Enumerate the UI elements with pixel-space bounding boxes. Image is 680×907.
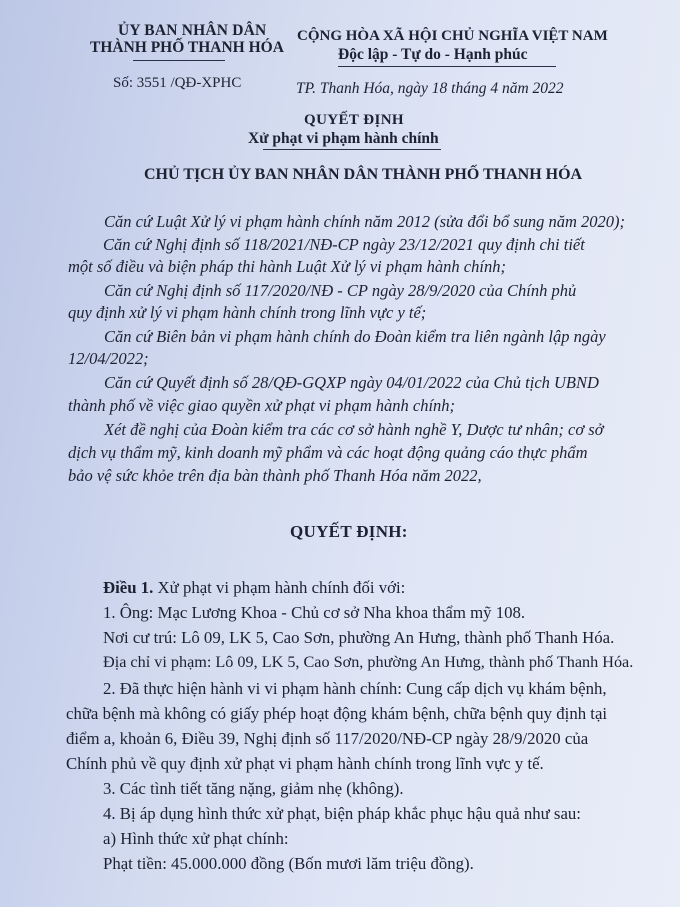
article-line: Địa chỉ vi phạm: Lô 09, LK 5, Cao Sơn, phường An Hưng, thành phố Thanh Hóa. (103, 653, 634, 671)
article-line: 2. Đã thực hiện hành vi vi phạm hành chính: Cung cấp dịch vụ khám bệnh, (103, 679, 607, 698)
preamble-line: bảo vệ sức khỏe trên địa bàn thành phố Thanh Hóa năm 2022, (68, 466, 482, 485)
place-date: TP. Thanh Hóa, ngày 18 tháng 4 năm 2022 (296, 80, 564, 97)
decision-heading: QUYẾT ĐỊNH: (290, 522, 408, 541)
title-main: QUYẾT ĐỊNH (304, 112, 404, 128)
preamble-line: quy định xử lý vi phạm hành chính trong lĩnh vực y tế; (68, 303, 427, 322)
nation-line-2: Độc lập - Tự do - Hạnh phúc (338, 46, 528, 63)
article-line: điểm a, khoản 6, Điều 39, Nghị định số 117/2020/NĐ-CP ngày 28/9/2020 của (66, 729, 589, 748)
preamble-line: Căn cứ Luật Xử lý vi phạm hành chính năm 2012 (sửa đổi bổ sung năm 2020); (104, 212, 626, 231)
nation-line-1: CỘNG HÒA XÃ HỘI CHỦ NGHĨA VIỆT NAM (297, 28, 608, 44)
article-line: Phạt tiền: 45.000.000 đồng (Bốn mươi lăm triệu đồng). (103, 854, 474, 873)
preamble-line: Xét đề nghị của Đoàn kiểm tra các cơ sở hành nghề Y, Dược tư nhân; cơ sở (104, 420, 604, 439)
article-line: Nơi cư trú: Lô 09, LK 5, Cao Sơn, phường An Hưng, thành phố Thanh Hóa. (103, 628, 615, 647)
title-underline (263, 149, 441, 150)
preamble-line: Căn cứ Biên bản vi phạm hành chính do Đoàn kiểm tra liên ngành lập ngày (104, 327, 606, 346)
preamble-line: Căn cứ Quyết định số 28/QĐ-GQXP ngày 04/01/2022 của Chủ tịch UBND (104, 373, 599, 392)
title-sub: Xử phạt vi phạm hành chính (248, 130, 439, 147)
preamble-line: dịch vụ thẩm mỹ, kinh doanh mỹ phẩm và các hoạt động quảng cáo thực phẩm (68, 443, 588, 462)
preamble-line: thành phố về việc giao quyền xử phạt vi phạm hành chính; (68, 396, 456, 415)
article-line: Chính phủ về quy định xử phạt vi phạm hành chính trong lĩnh vực y tế. (66, 754, 544, 773)
org-line-1: ỦY BAN NHÂN DÂN (118, 22, 267, 39)
preamble-line: 12/04/2022; (68, 349, 149, 368)
article-line: 1. Ông: Mạc Lương Khoa - Chủ cơ sở Nha khoa thẩm mỹ 108. (103, 603, 526, 622)
article-1-intro: Xử phạt vi phạm hành chính đối với: (153, 578, 406, 597)
org-underline (133, 60, 225, 61)
article-line: chữa bệnh mà không có giấy phép hoạt động khám bệnh, chữa bệnh quy định tại (66, 704, 608, 723)
preamble-line: Căn cứ Nghị định số 118/2021/NĐ-CP ngày 23/12/2021 quy định chi tiết (103, 235, 585, 254)
article-1-label: Điều 1. (103, 578, 154, 597)
article-line: 4. Bị áp dụng hình thức xử phạt, biện pháp khắc phục hậu quả như sau: (103, 804, 581, 823)
article-1-heading (103, 578, 405, 598)
preamble-line: một số điều và biện pháp thi hành Luật Xử lý vi phạm hành chính; (68, 257, 506, 276)
authority-heading: CHỦ TỊCH ỦY BAN NHÂN DÂN THÀNH PHỐ THANH HÓA (144, 166, 583, 183)
article-line: a) Hình thức xử phạt chính: (103, 829, 289, 848)
article-line: 3. Các tình tiết tăng nặng, giảm nhẹ (không). (103, 779, 404, 798)
nation-underline (338, 66, 556, 67)
org-line-2: THÀNH PHỐ THANH HÓA (90, 39, 284, 56)
preamble-line: Căn cứ Nghị định số 117/2020/NĐ - CP ngày 28/9/2020 của Chính phủ (104, 281, 577, 300)
document-number: Số: 3551 /QĐ-XPHC (113, 75, 242, 91)
